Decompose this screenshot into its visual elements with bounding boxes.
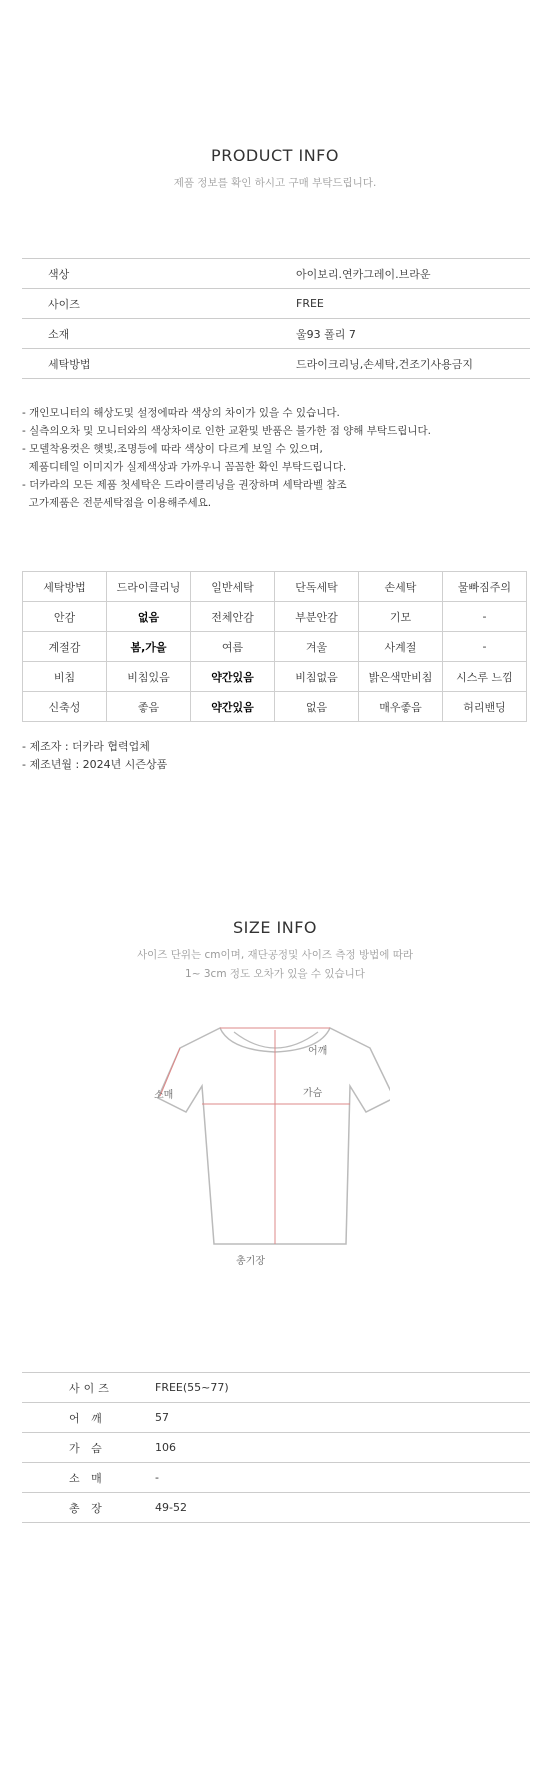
size-value: 106 [155, 1441, 176, 1454]
care-cell: 좋음 [107, 692, 191, 722]
size-info-subtitle-1: 사이즈 단위는 cm이며, 재단공정및 사이즈 측정 방법에 따라 [137, 949, 413, 961]
product-info-title: PRODUCT INFO [211, 146, 339, 165]
size-value: 57 [155, 1411, 169, 1424]
size-row [22, 1493, 530, 1523]
size-info-subtitle-2: 1~ 3cm 정도 오차가 있을 수 있습니다 [185, 968, 365, 980]
care-cell: 없음 [275, 692, 359, 722]
care-row-label: 비침 [23, 662, 107, 692]
product-info-subtitle: 제품 정보를 확인 하시고 구매 부탁드립니다. [173, 177, 377, 189]
maker-info [22, 738, 167, 774]
info-value: 아이보리.연카그레이.브라운 [296, 267, 431, 281]
care-table [22, 571, 527, 722]
size-label: 소 매 [69, 1471, 106, 1485]
size-value: 49-52 [155, 1501, 187, 1514]
product-notes [22, 404, 431, 512]
chest-label: 가슴 [303, 1088, 323, 1099]
care-cell: - [443, 602, 527, 632]
info-row-washing [22, 349, 530, 379]
size-label: 총 장 [69, 1501, 106, 1515]
size-label: 가 슴 [69, 1441, 106, 1455]
care-row [23, 572, 527, 602]
care-cell: 겨울 [275, 632, 359, 662]
size-label: 사이즈 [69, 1381, 113, 1395]
care-row-label: 세탁방법 [23, 572, 107, 602]
size-row [22, 1373, 530, 1403]
size-row [22, 1433, 530, 1463]
care-cell: 물빠짐주의 [443, 572, 527, 602]
product-info-table [22, 258, 530, 379]
note-line: - 개인모니터의 해상도및 설정에따라 색상의 차이가 있을 수 있습니다. [22, 407, 340, 419]
info-value: FREE [296, 297, 324, 310]
size-value: FREE(55~77) [155, 1381, 229, 1394]
care-cell: 시스루 느낌 [443, 662, 527, 692]
care-cell: 일반세탁 [191, 572, 275, 602]
info-label: 세탁방법 [48, 357, 91, 371]
info-label: 사이즈 [48, 297, 80, 311]
sleeve-label: 소매 [154, 1090, 174, 1101]
maker-line: - 제조년월 : 2024년 시즌상품 [22, 758, 168, 771]
care-cell: 비침있음 [107, 662, 191, 692]
care-cell: 허리밴딩 [443, 692, 527, 722]
size-value: - [155, 1471, 159, 1484]
care-cell: 손세탁 [359, 572, 443, 602]
note-line: - 실측의오차 및 모니터와의 색상차이로 인한 교환및 반품은 불가한 점 양해 부탁드립니다. [22, 425, 431, 437]
care-cell: 밝은색만비침 [359, 662, 443, 692]
care-cell: 단독세탁 [275, 572, 359, 602]
care-cell: 비침없음 [275, 662, 359, 692]
tshirt-diagram [150, 1020, 390, 1265]
info-row-material [22, 319, 530, 349]
care-cell: 여름 [191, 632, 275, 662]
note-line: - 더카라의 모든 제품 첫세탁은 드라이클리닝을 권장하며 세탁라벨 참조 [22, 479, 347, 491]
care-cell: 드라이클리닝 [107, 572, 191, 602]
info-label: 소재 [48, 327, 70, 341]
note-line: 고가제품은 전문세탁점을 이용해주세요. [22, 497, 212, 509]
length-label: 총기장 [236, 1256, 265, 1267]
size-table [22, 1372, 530, 1523]
info-row-size [22, 289, 530, 319]
care-cell: 매우좋음 [359, 692, 443, 722]
care-row-label: 신축성 [23, 692, 107, 722]
size-label: 어 깨 [69, 1411, 106, 1425]
care-row [23, 662, 527, 692]
care-cell: - [443, 632, 527, 662]
note-line: - 모델착용컷은 햇빛,조명등에 따라 색상이 다르게 보일 수 있으며, [22, 443, 323, 455]
care-cell: 없음 [107, 602, 191, 632]
care-cell: 전체안감 [191, 602, 275, 632]
care-row-label: 안감 [23, 602, 107, 632]
size-info-title: SIZE INFO [232, 918, 317, 937]
care-row [23, 602, 527, 632]
tshirt-outline [150, 1020, 390, 1265]
care-row-label: 계절감 [23, 632, 107, 662]
note-line: 제품디테일 이미지가 실제색상과 가까우니 꼼꼼한 확인 부탁드립니다. [22, 461, 347, 473]
care-row [23, 692, 527, 722]
info-value: 드라이크리닝,손세탁,건조기사용금지 [296, 357, 474, 371]
care-row [23, 632, 527, 662]
size-row [22, 1403, 530, 1433]
info-value: 울93 폴리 7 [296, 327, 356, 341]
size-row [22, 1463, 530, 1493]
shoulder-label: 어깨 [308, 1046, 328, 1057]
info-row-color [22, 259, 530, 289]
info-label: 색상 [48, 267, 70, 281]
care-cell: 약간있음 [191, 692, 275, 722]
maker-line: - 제조자 : 더카라 협력업체 [22, 740, 150, 753]
care-cell: 봄,가을 [107, 632, 191, 662]
care-cell: 부분안감 [275, 602, 359, 632]
care-cell: 사계절 [359, 632, 443, 662]
care-cell: 약간있음 [191, 662, 275, 692]
care-cell: 기모 [359, 602, 443, 632]
